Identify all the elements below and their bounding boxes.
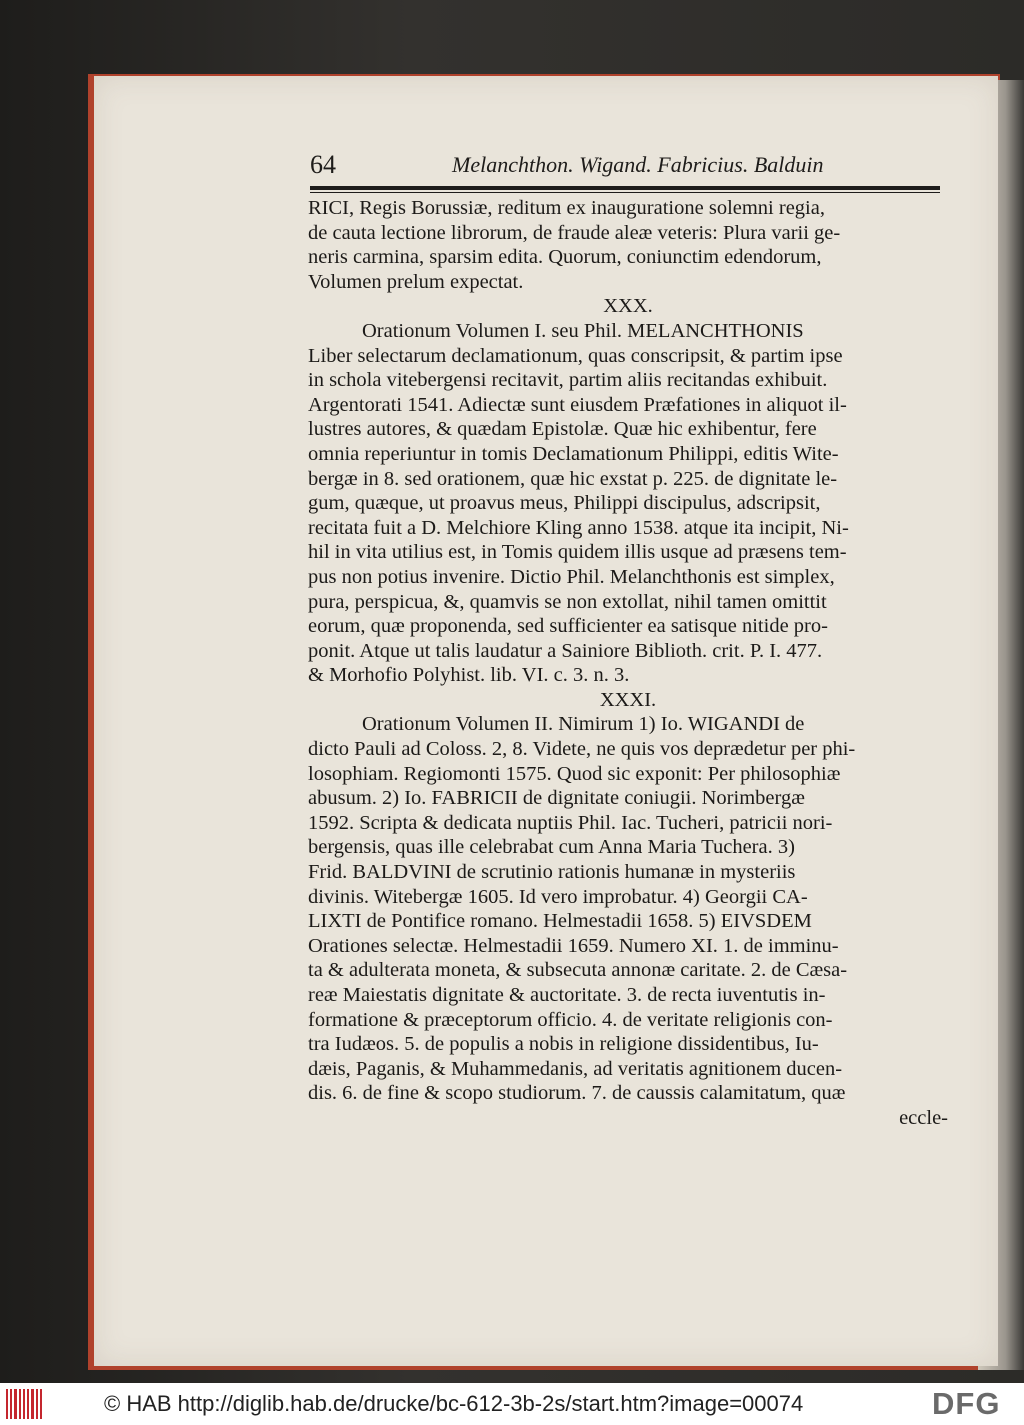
text-line: abusum. 2) Io. FABRICII de dignitate coniugii. Norimbergæ	[308, 787, 805, 810]
text-line: Frid. BALDVINI de scrutinio rationis humanæ in mysteriis	[308, 861, 796, 884]
header-rule-thin	[310, 192, 940, 193]
text-line: divinis. Witebergæ 1605. Id vero improbatur. 4) Georgii CA-	[308, 885, 808, 908]
text-line: formatione & præceptorum officio. 4. de veritate religionis con-	[308, 1008, 833, 1031]
header-rule	[310, 186, 940, 190]
text-line: dæis, Paganis, & Muhammedanis, ad veritatis agnitionem ducen-	[308, 1057, 843, 1080]
text-line: dicto Pauli ad Coloss. 2, 8. Videte, ne quis vos deprædetur per phi-	[308, 738, 856, 761]
text-line: reæ Maiestatis dignitate & auctoritate. 3. de recta iuventutis in-	[308, 984, 826, 1006]
text-line: bergensis, quas ille celebrabat cum Anna Maria Tuchera. 3)	[308, 836, 795, 859]
text-line: Liber selectarum declamationum, quas conscripsit, & partim ipse	[308, 344, 843, 367]
page-number: 64	[310, 150, 336, 179]
text-line: gum, quæque, ut proavus meus, Philippi discipulus, adscripsit,	[308, 492, 821, 515]
text-line: omnia reperiuntur in tomis Declamationum Philippi, editis Wite-	[308, 442, 839, 465]
text-line: losophiam. Regiomonti 1575. Quod sic exponit: Per philosophiæ	[308, 762, 841, 785]
text-line: de cauta lectione librorum, de fraude aleæ veteris: Plura varii ge-	[308, 221, 841, 244]
text-line: ta & adulterata moneta, & subsecuta annonæ caritate. 2. de Cæsa-	[308, 959, 848, 982]
text-line: ponit. Atque ut talis laudatur a Sainiore Biblioth. crit. P. I. 477.	[308, 639, 823, 662]
text-line: in schola vitebergensi recitavit, partim aliis recitandas exhibuit.	[308, 369, 828, 392]
text-line: tra Iudæos. 5. de populis a nobis in religione dissidentibus, Iu-	[308, 1033, 819, 1056]
text-line: 1592. Scripta & dedicata nuptiis Phil. Iac. Tucheri, patricii nori-	[308, 811, 833, 834]
text-line: Argentorati 1541. Adiectæ sunt eiusdem Præfationes in aliquot il-	[308, 393, 847, 416]
text-line: Orationum Volumen II. Nimirum 1) Io. WIGANDI de	[362, 713, 805, 736]
text-line: pura, perspicua, &, quamvis se non extollat, nihil tamen omittit	[308, 590, 827, 613]
barcode-icon	[6, 1389, 42, 1419]
body-text	[308, 196, 948, 1131]
text-line: RICI, Regis Borussiæ, reditum ex inauguratione solemni regia,	[308, 197, 825, 219]
text-line: recitata fuit a D. Melchiore Kling anno 1538. atque ita incipit, Ni-	[308, 516, 849, 539]
text-line: lustres autores, & quædam Epistolæ. Quæ hic exhibentur, fere	[308, 418, 817, 441]
text-line: & Morhofio Polyhist. lib. VI. c. 3. n. 3.	[308, 664, 630, 687]
section-heading-xxx: XXX.	[603, 295, 653, 318]
text-line: neris carmina, sparsim edita. Quorum, coniunctim edendorum,	[308, 246, 822, 269]
page-header	[310, 150, 940, 186]
text-line: Orationes selectæ. Helmestadii 1659. Numero XI. 1. de imminu-	[308, 934, 839, 957]
text-line: dis. 6. de fine & scopo studiorum. 7. de caussis calamitatum, quæ	[308, 1082, 846, 1105]
dfg-logo: DFG	[932, 1386, 1001, 1421]
attribution-link[interactable]: © HAB http://diglib.hab.de/drucke/bc-612-3b-2s/start.htm?image=00074	[104, 1391, 804, 1416]
catchword: eccle-	[899, 1106, 948, 1129]
text-line: hil in vita utilius est, in Tomis quidem illis usque ad præsens tem-	[308, 541, 847, 564]
text-line: Volumen prelum expectat.	[308, 270, 524, 293]
text-line: Orationum Volumen I. seu Phil. MELANCHTHONIS	[362, 319, 804, 342]
text-line: LIXTI de Pontifice romano. Helmestadii 1658. 5) EIVSDEM	[308, 910, 812, 933]
text-line: eorum, quæ proponenda, sed sufficienter ea satisque nitide pro-	[308, 615, 828, 638]
text-line: bergæ in 8. sed orationem, quæ hic exstat p. 225. de dignitate le-	[308, 467, 838, 490]
text-line: pus non potius invenire. Dictio Phil. Melanchthonis est simplex,	[308, 565, 835, 588]
section-heading-xxxi: XXXI.	[599, 688, 657, 711]
running-title: Melanchthon. Wigand. Fabricius. Balduin	[452, 152, 824, 177]
